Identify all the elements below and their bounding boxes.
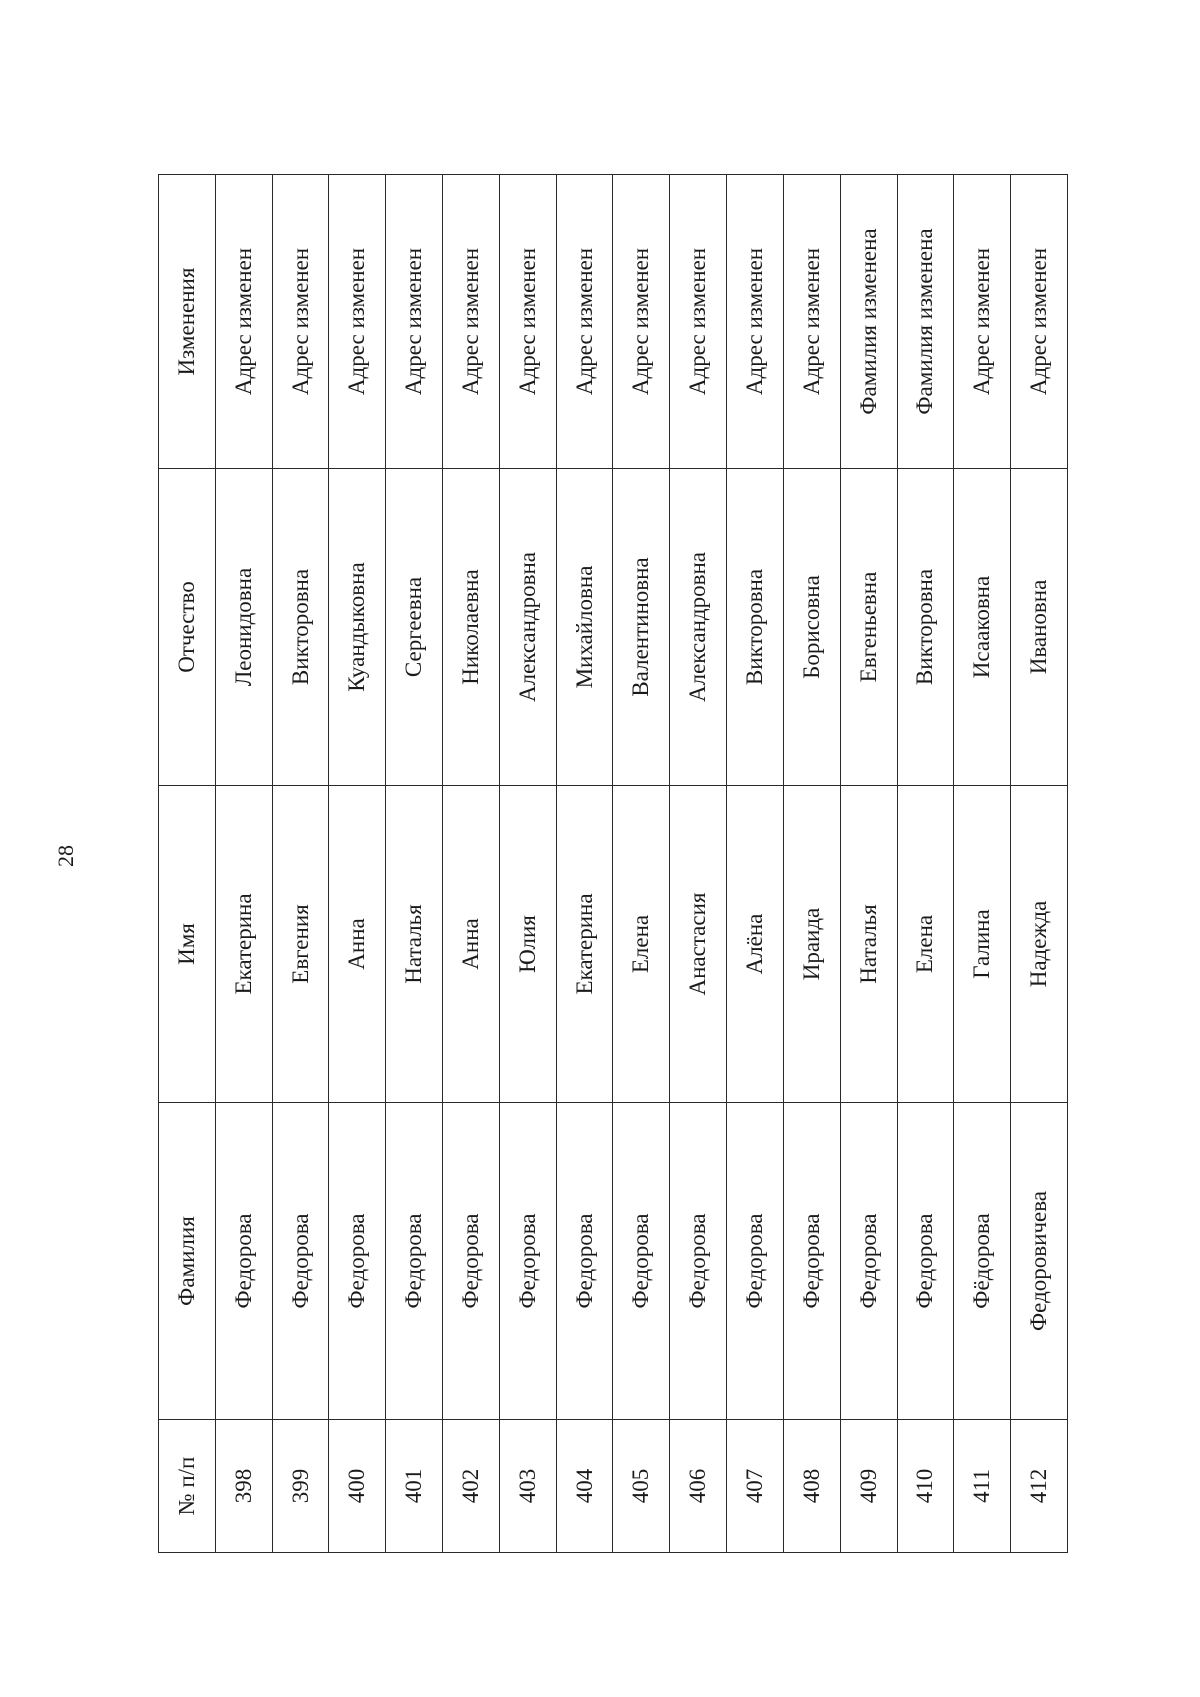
changes-cell: Адрес изменен <box>556 175 613 469</box>
changes-cell: Адрес изменен <box>727 175 784 469</box>
row-number-cell: 408 <box>783 1420 840 1553</box>
changes-cell: Адрес изменен <box>499 175 556 469</box>
changes-cell: Адрес изменен <box>215 175 272 469</box>
row-number-cell: 406 <box>670 1420 727 1553</box>
table-row <box>840 175 897 1553</box>
last-name-cell: Федорова <box>272 1103 329 1420</box>
patronymic-cell: Евгеньевна <box>840 469 897 786</box>
patronymic-cell: Александровна <box>670 469 727 786</box>
table-header-row <box>159 175 216 1553</box>
first-name-cell: Надежда <box>1011 786 1068 1103</box>
rotated-table-container <box>158 175 1068 1553</box>
changes-cell: Фамилия изменена <box>897 175 954 469</box>
changes-cell: Адрес изменен <box>613 175 670 469</box>
last-name-cell: Федорова <box>499 1103 556 1420</box>
row-number-cell: 401 <box>386 1420 443 1553</box>
row-number-cell: 402 <box>443 1420 500 1553</box>
last-name-cell: Федорова <box>613 1103 670 1420</box>
header-changes: Изменения <box>159 175 216 469</box>
changes-cell: Адрес изменен <box>670 175 727 469</box>
header-first-name: Имя <box>159 786 216 1103</box>
row-number-cell: 407 <box>727 1420 784 1553</box>
changes-cell: Адрес изменен <box>272 175 329 469</box>
row-number-cell: 409 <box>840 1420 897 1553</box>
patronymic-cell: Викторовна <box>272 469 329 786</box>
patronymic-cell: Исааковна <box>954 469 1011 786</box>
patronymic-cell: Александровна <box>499 469 556 786</box>
table-row <box>783 175 840 1553</box>
patronymic-cell: Леонидовна <box>215 469 272 786</box>
row-number-cell: 400 <box>329 1420 386 1553</box>
patronymic-cell: Куандыковна <box>329 469 386 786</box>
table-body <box>215 175 1067 1553</box>
changes-cell: Адрес изменен <box>783 175 840 469</box>
changes-cell: Адрес изменен <box>1011 175 1068 469</box>
table-row <box>954 175 1011 1553</box>
changes-cell: Адрес изменен <box>386 175 443 469</box>
last-name-cell: Фёдорова <box>954 1103 1011 1420</box>
registry-table <box>158 174 1068 1553</box>
last-name-cell: Федорова <box>443 1103 500 1420</box>
row-number-cell: 404 <box>556 1420 613 1553</box>
first-name-cell: Анастасия <box>670 786 727 1103</box>
header-number: № п/п <box>159 1420 216 1553</box>
table-row <box>499 175 556 1553</box>
first-name-cell: Екатерина <box>556 786 613 1103</box>
table-row <box>897 175 954 1553</box>
header-last-name: Фамилия <box>159 1103 216 1420</box>
header-patronymic: Отчество <box>159 469 216 786</box>
table-row <box>329 175 386 1553</box>
first-name-cell: Галина <box>954 786 1011 1103</box>
patronymic-cell: Валентиновна <box>613 469 670 786</box>
first-name-cell: Елена <box>897 786 954 1103</box>
table-row <box>670 175 727 1553</box>
row-number-cell: 399 <box>272 1420 329 1553</box>
first-name-cell: Анна <box>329 786 386 1103</box>
row-number-cell: 403 <box>499 1420 556 1553</box>
changes-cell: Адрес изменен <box>443 175 500 469</box>
first-name-cell: Анна <box>443 786 500 1103</box>
table-row <box>215 175 272 1553</box>
table-row <box>443 175 500 1553</box>
first-name-cell: Елена <box>613 786 670 1103</box>
patronymic-cell: Викторовна <box>727 469 784 786</box>
first-name-cell: Евгения <box>272 786 329 1103</box>
changes-cell: Адрес изменен <box>954 175 1011 469</box>
row-number-cell: 405 <box>613 1420 670 1553</box>
table-row <box>1011 175 1068 1553</box>
table-row <box>613 175 670 1553</box>
patronymic-cell: Ивановна <box>1011 469 1068 786</box>
first-name-cell: Наталья <box>386 786 443 1103</box>
table-row <box>556 175 613 1553</box>
patronymic-cell: Сергеевна <box>386 469 443 786</box>
last-name-cell: Федорова <box>329 1103 386 1420</box>
last-name-cell: Федорова <box>897 1103 954 1420</box>
changes-cell: Фамилия изменена <box>840 175 897 469</box>
patronymic-cell: Викторовна <box>897 469 954 786</box>
table-row <box>272 175 329 1553</box>
patronymic-cell: Михайловна <box>556 469 613 786</box>
patronymic-cell: Николаевна <box>443 469 500 786</box>
last-name-cell: Федорова <box>215 1103 272 1420</box>
last-name-cell: Федорова <box>386 1103 443 1420</box>
page-number: 28 <box>53 845 78 867</box>
last-name-cell: Федоровичева <box>1011 1103 1068 1420</box>
patronymic-cell: Борисовна <box>783 469 840 786</box>
first-name-cell: Наталья <box>840 786 897 1103</box>
first-name-cell: Ираида <box>783 786 840 1103</box>
table-row <box>727 175 784 1553</box>
row-number-cell: 411 <box>954 1420 1011 1553</box>
row-number-cell: 398 <box>215 1420 272 1553</box>
last-name-cell: Федорова <box>783 1103 840 1420</box>
changes-cell: Адрес изменен <box>329 175 386 469</box>
last-name-cell: Федорова <box>840 1103 897 1420</box>
last-name-cell: Федорова <box>670 1103 727 1420</box>
first-name-cell: Алёна <box>727 786 784 1103</box>
first-name-cell: Юлия <box>499 786 556 1103</box>
first-name-cell: Екатерина <box>215 786 272 1103</box>
row-number-cell: 412 <box>1011 1420 1068 1553</box>
last-name-cell: Федорова <box>727 1103 784 1420</box>
table-row <box>386 175 443 1553</box>
row-number-cell: 410 <box>897 1420 954 1553</box>
last-name-cell: Федорова <box>556 1103 613 1420</box>
